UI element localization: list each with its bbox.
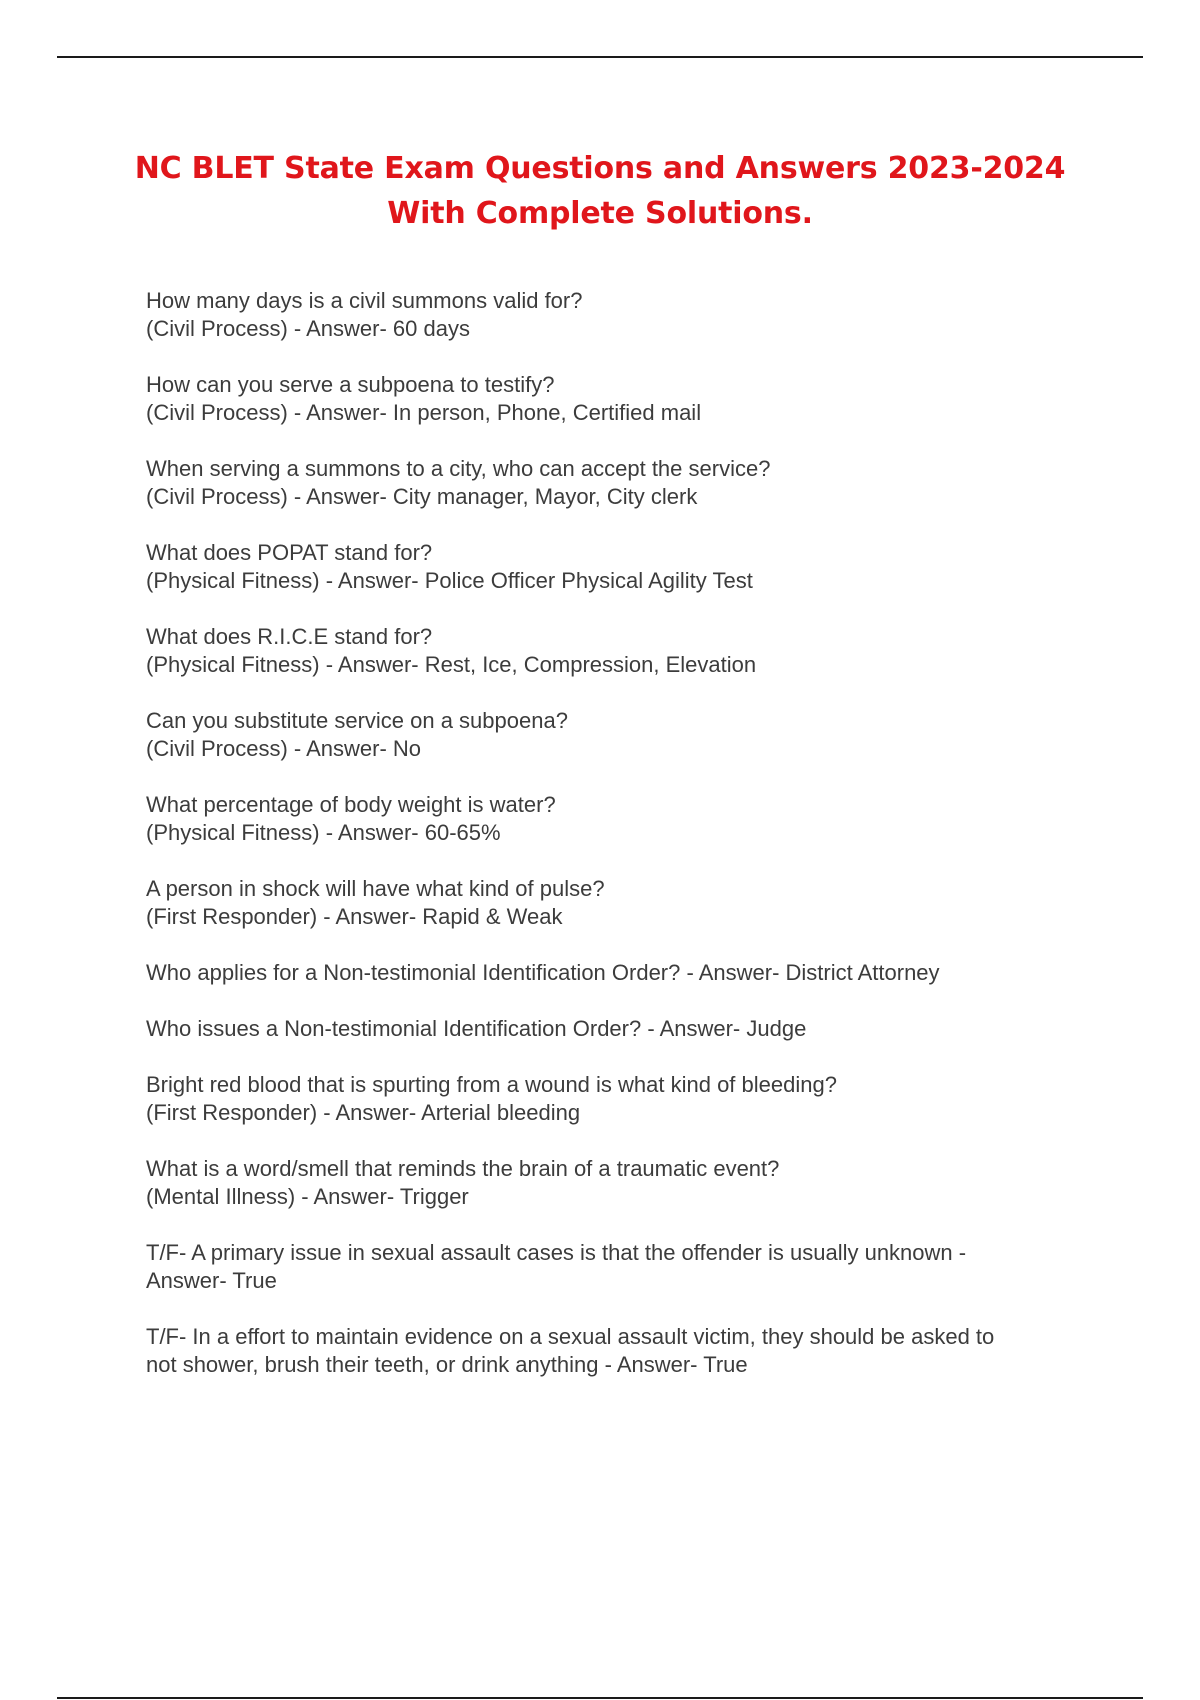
answer-line: (Civil Process) - Answer- No (146, 736, 422, 761)
question-line: Bright red blood that is spurting from a wound is what kind of bleeding? (146, 1072, 837, 1097)
qa-item-11 (146, 1071, 1096, 1127)
question-line: What is a word/smell that reminds the brain of a traumatic event? (146, 1156, 780, 1181)
qa-item-4 (146, 539, 1096, 595)
qa-item-8 (146, 875, 1096, 931)
question-line: When serving a summons to a city, who can accept the service? (146, 456, 771, 481)
qa-item-7 (146, 791, 1096, 847)
question-line: A person in shock will have what kind of pulse? (146, 876, 605, 901)
answer-line: (Physical Fitness) - Answer- Rest, Ice, Compression, Elevation (146, 652, 757, 677)
bottom-rule (57, 1697, 1143, 1699)
question-answer-line: Who issues a Non-testimonial Identification Order? - Answer- Judge (146, 1016, 807, 1041)
qa-item-14 (146, 1323, 1096, 1379)
question-line: What does R.I.C.E stand for? (146, 624, 433, 649)
document-title (100, 146, 1100, 236)
answer-line: (Physical Fitness) - Answer- 60-65% (146, 820, 501, 845)
answer-line: (Civil Process) - Answer- City manager, Mayor, City clerk (146, 484, 698, 509)
answer-line: (Civil Process) - Answer- In person, Phone, Certified mail (146, 400, 702, 425)
qa-item-5 (146, 623, 1096, 679)
answer-line: Answer- True (146, 1268, 277, 1293)
qa-item-13 (146, 1239, 1096, 1295)
question-line: What percentage of body weight is water? (146, 792, 556, 817)
question-line: Can you substitute service on a subpoena? (146, 708, 568, 733)
qa-list (146, 287, 1096, 1407)
question-answer-line: Who applies for a Non-testimonial Identification Order? - Answer- District Attorney (146, 960, 940, 985)
qa-item-6 (146, 707, 1096, 763)
qa-item-9 (146, 959, 1096, 987)
question-line: What does POPAT stand for? (146, 540, 433, 565)
answer-line: (Physical Fitness) - Answer- Police Officer Physical Agility Test (146, 568, 753, 593)
qa-item-12 (146, 1155, 1096, 1211)
answer-line: (Civil Process) - Answer- 60 days (146, 316, 470, 341)
answer-line: (First Responder) - Answer- Arterial bleeding (146, 1100, 581, 1125)
title-line-2: With Complete Solutions. (387, 196, 813, 231)
question-line: How many days is a civil summons valid for? (146, 288, 583, 313)
question-line: How can you serve a subpoena to testify? (146, 372, 555, 397)
answer-line: (Mental Illness) - Answer- Trigger (146, 1184, 469, 1209)
question-line: T/F- In a effort to maintain evidence on a sexual assault victim, they should be asked to (146, 1324, 995, 1349)
answer-line: (First Responder) - Answer- Rapid & Weak (146, 904, 563, 929)
qa-item-1 (146, 287, 1096, 343)
question-line: T/F- A primary issue in sexual assault cases is that the offender is usually unknown - (146, 1240, 967, 1265)
qa-item-3 (146, 455, 1096, 511)
qa-item-10 (146, 1015, 1096, 1043)
top-rule (57, 56, 1143, 58)
title-line-1: NC BLET State Exam Questions and Answers 2023-2024 (134, 151, 1066, 186)
qa-item-2 (146, 371, 1096, 427)
answer-line: not shower, brush their teeth, or drink anything - Answer- True (146, 1352, 748, 1377)
